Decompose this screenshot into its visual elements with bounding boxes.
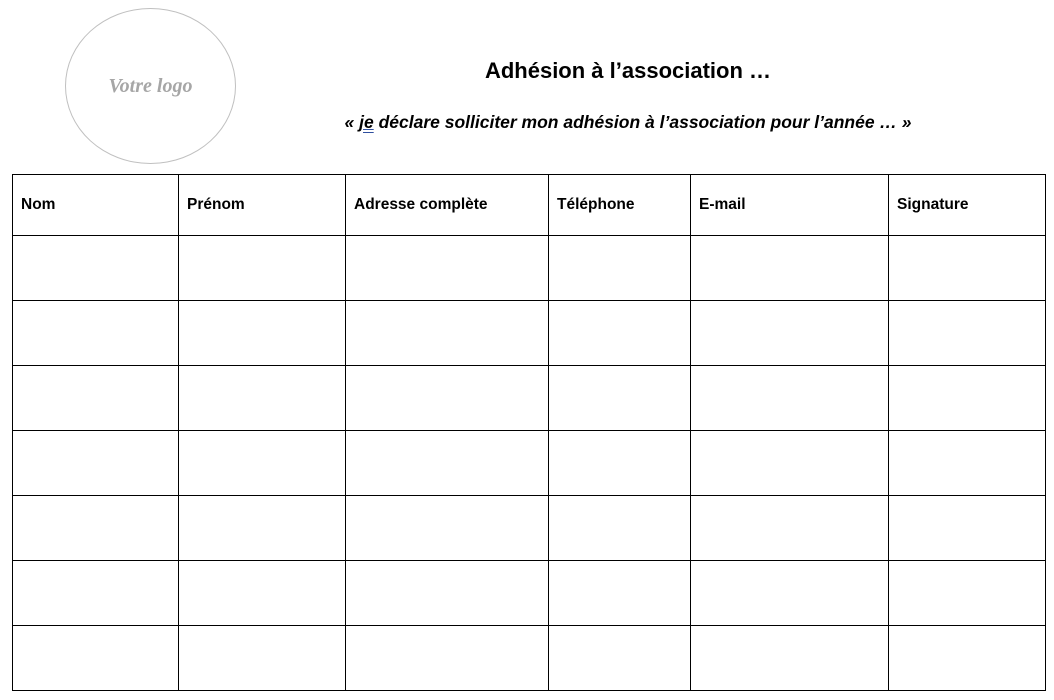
cell-prenom[interactable] (179, 561, 346, 626)
cell-email[interactable] (691, 301, 889, 366)
column-header-signature: Signature (889, 175, 1046, 236)
cell-adresse[interactable] (346, 431, 549, 496)
table-row (13, 301, 1046, 366)
cell-telephone[interactable] (549, 366, 691, 431)
cell-adresse[interactable] (346, 626, 549, 691)
cell-nom[interactable] (13, 626, 179, 691)
table-header-row (13, 175, 1046, 236)
table-row (13, 236, 1046, 301)
cell-email[interactable] (691, 236, 889, 301)
page-title: Adhésion à l’association … (484, 58, 772, 83)
cell-adresse[interactable] (346, 236, 549, 301)
cell-adresse[interactable] (346, 561, 549, 626)
cell-prenom[interactable] (179, 366, 346, 431)
cell-telephone[interactable] (549, 626, 691, 691)
cell-signature[interactable] (889, 431, 1046, 496)
column-header-prenom: Prénom (179, 175, 346, 236)
column-header-email: E-mail (691, 175, 889, 236)
cell-signature[interactable] (889, 626, 1046, 691)
table-body (13, 236, 1046, 691)
cell-signature[interactable] (889, 496, 1046, 561)
cell-prenom[interactable] (179, 626, 346, 691)
cell-nom[interactable] (13, 301, 179, 366)
cell-email[interactable] (691, 431, 889, 496)
cell-adresse[interactable] (346, 301, 549, 366)
table-row (13, 431, 1046, 496)
cell-prenom[interactable] (179, 496, 346, 561)
cell-nom[interactable] (13, 236, 179, 301)
cell-prenom[interactable] (179, 431, 346, 496)
cell-prenom[interactable] (179, 301, 346, 366)
cell-signature[interactable] (889, 366, 1046, 431)
cell-nom[interactable] (13, 366, 179, 431)
column-header-nom: Nom (13, 175, 179, 236)
cell-email[interactable] (691, 496, 889, 561)
cell-signature[interactable] (889, 301, 1046, 366)
cell-telephone[interactable] (549, 496, 691, 561)
membership-table (12, 174, 1046, 691)
cell-adresse[interactable] (346, 366, 549, 431)
declaration-text (300, 112, 956, 133)
declaration-rest: déclare solliciter mon adhésion à l’association pour l’année … » (373, 112, 912, 132)
table-row (13, 626, 1046, 691)
column-header-adresse: Adresse complète (346, 175, 549, 236)
cell-adresse[interactable] (346, 496, 549, 561)
column-header-telephone: Téléphone (549, 175, 691, 236)
cell-signature[interactable] (889, 236, 1046, 301)
cell-nom[interactable] (13, 431, 179, 496)
cell-prenom[interactable] (179, 236, 346, 301)
cell-telephone[interactable] (549, 301, 691, 366)
cell-email[interactable] (691, 561, 889, 626)
table-row (13, 561, 1046, 626)
cell-telephone[interactable] (549, 236, 691, 301)
cell-nom[interactable] (13, 561, 179, 626)
cell-nom[interactable] (13, 496, 179, 561)
cell-email[interactable] (691, 366, 889, 431)
logo-placeholder (65, 8, 236, 164)
cell-signature[interactable] (889, 561, 1046, 626)
declaration-open-quote: « (344, 112, 360, 132)
table-row (13, 366, 1046, 431)
cell-telephone[interactable] (549, 431, 691, 496)
declaration-underlined-word: je (359, 112, 374, 132)
cell-email[interactable] (691, 626, 889, 691)
logo-text: Votre logo (108, 74, 193, 97)
cell-telephone[interactable] (549, 561, 691, 626)
table-row (13, 496, 1046, 561)
